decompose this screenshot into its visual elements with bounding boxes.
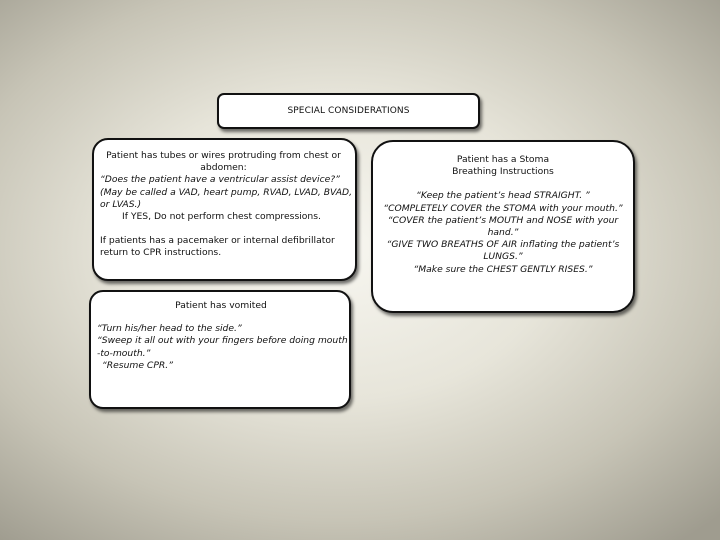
stoma-instruction-1: “Keep the patient’s head STRAIGHT. ” bbox=[416, 190, 590, 202]
vomit-instruction-1: “Turn his/her head to the side.” bbox=[97, 322, 242, 334]
stoma-instruction-5: “GIVE TWO BREATHS OF AIR inflating the patient’s bbox=[386, 239, 620, 251]
vomit-instruction-2: “Sweep it all out with your fingers before doing mouth bbox=[97, 335, 348, 346]
stoma-heading-line1: Patient has a Stoma bbox=[456, 154, 550, 165]
tubes-heading-line2: abdomen: bbox=[200, 162, 247, 174]
spacer bbox=[97, 313, 345, 323]
vad-question: “Does the patient have a ventricular assist device?” bbox=[100, 174, 340, 186]
spacer bbox=[100, 223, 347, 235]
vomit-heading: Patient has vomited bbox=[175, 300, 267, 311]
stoma-instruction-6: LUNGS.” bbox=[483, 251, 523, 263]
tubes-wires-box bbox=[92, 138, 357, 281]
stoma-instruction-2: “COMPLETELY COVER the STOMA with your mouth.” bbox=[383, 202, 623, 214]
pacemaker-line1: If patients has a pacemaker or internal defibrillator bbox=[100, 235, 335, 247]
stoma-instruction-3: “COVER the patient’s MOUTH and NOSE with your bbox=[387, 214, 619, 226]
pacemaker-line2: return to CPR instructions. bbox=[100, 247, 222, 259]
vomited-box bbox=[89, 290, 351, 409]
vomit-instruction-3: -to-mouth.” bbox=[97, 347, 151, 359]
title-text: SPECIAL CONSIDERATIONS bbox=[287, 106, 410, 116]
stoma-heading-line2: Breathing Instructions bbox=[452, 166, 554, 178]
spacer bbox=[383, 178, 623, 190]
stoma-box bbox=[371, 140, 635, 313]
vad-note-line1: (May be called a VAD, heart pump, RVAD, LVAD, BVAD, bbox=[100, 186, 352, 198]
vomit-instruction-4: “Resume CPR.” bbox=[102, 360, 173, 371]
title-box bbox=[217, 93, 480, 129]
stoma-instruction-7: “Make sure the CHEST GENTLY RISES.” bbox=[413, 263, 593, 275]
tubes-heading-line1: Patient has tubes or wires protruding from chest or bbox=[106, 150, 341, 161]
yes-instruction: If YES, Do not perform chest compressions. bbox=[122, 211, 321, 223]
vad-note-line2: or LVAS.) bbox=[100, 198, 142, 210]
stoma-instruction-4: hand.” bbox=[487, 227, 519, 239]
